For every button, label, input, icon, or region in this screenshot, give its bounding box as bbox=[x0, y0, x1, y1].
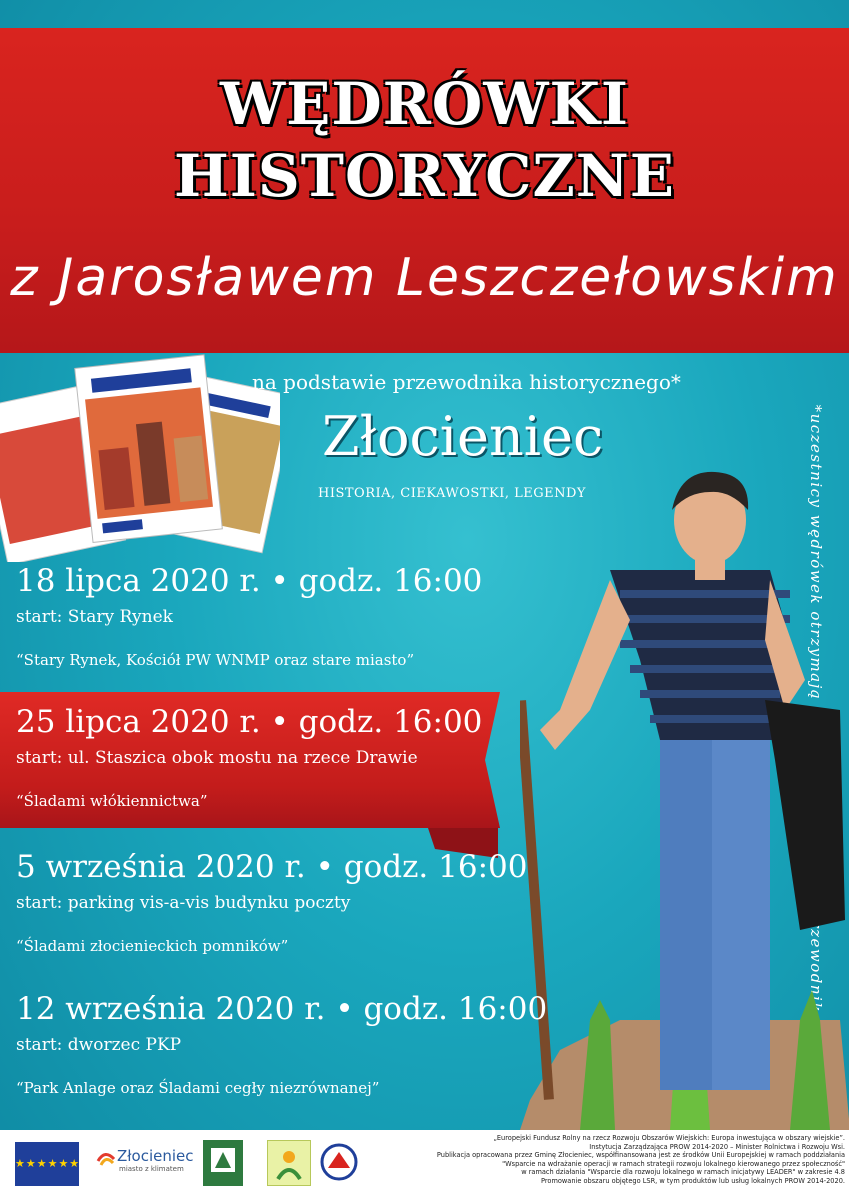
event-theme: “Śladami złocienieckich pomników” bbox=[16, 937, 289, 955]
title-line-1: WĘDRÓWKI bbox=[219, 70, 630, 138]
event-1 bbox=[16, 563, 482, 669]
event-date: 5 września 2020 r. • godz. 16:00 bbox=[16, 849, 528, 885]
funding-line: „Europejski Fundusz Rolny na rzecz Rozwoju Obszarów Wiejskich: Europa inwestująca w obszary wiejskie”. bbox=[493, 1134, 845, 1142]
event-date: 25 lipca 2020 r. • godz. 16:00 bbox=[16, 704, 483, 740]
leader-logo-icon bbox=[203, 1140, 243, 1186]
funding-notice bbox=[395, 1134, 845, 1186]
event-start: start: dworzec PKP bbox=[16, 1035, 182, 1055]
event-start: start: parking vis-a-vis budynku poczty bbox=[16, 893, 351, 913]
prow-logo bbox=[318, 1140, 360, 1184]
funding-line: Instytucja Zarządzająca PROW 2014-2020 – Minister Rolnictwa i Rozwoju Wsi. bbox=[589, 1142, 845, 1151]
guidebooks-image bbox=[0, 352, 280, 562]
prow-logo-icon bbox=[318, 1140, 360, 1184]
event-theme: “Stary Rynek, Kościół PW WNMP oraz stare miasto” bbox=[16, 651, 415, 669]
funding-line: Publikacja opracowana przez Gminę Złocieniec, współfinansowana jest ze środków Unii Europejskiej w ramach poddziałania bbox=[436, 1151, 845, 1160]
guide-intro: na podstawie przewodnika historycznego* bbox=[252, 370, 681, 394]
funding-line: Promowanie obszaru objętego LSR, w tym produktów lub usług lokalnych PROW 2014-2020. bbox=[541, 1176, 845, 1185]
eu-flag-logo bbox=[15, 1142, 79, 1186]
lgd-logo-icon bbox=[268, 1141, 310, 1185]
event-2 bbox=[16, 704, 482, 810]
title-line-2: HISTORYCZNE bbox=[173, 142, 676, 210]
town-logo-tag: miasto z klimatem bbox=[119, 1165, 184, 1173]
funding-line: w ramach działania "Wsparcie dla rozwoju lokalnego w ramach inicjatywy LEADER" w zakresie 4.8 bbox=[521, 1168, 845, 1177]
funding-line: "Wsparcie na wdrażanie operacji w ramach strategii rozwoju lokalnego kierowanego przez społeczność" bbox=[502, 1159, 845, 1168]
guide-subtitle: HISTORIA, CIEKAWOSTKI, LEGENDY bbox=[318, 486, 586, 501]
town-logo-icon bbox=[95, 1147, 117, 1167]
event-3 bbox=[16, 849, 527, 955]
event-start: start: ul. Staszica obok mostu na rzece Drawie bbox=[16, 748, 418, 768]
event-start: start: Stary Rynek bbox=[16, 607, 173, 627]
town-logo bbox=[95, 1147, 194, 1173]
event-theme: “Śladami włókiennictwa” bbox=[16, 792, 208, 810]
event-date: 18 lipca 2020 r. • godz. 16:00 bbox=[16, 563, 483, 599]
event-4 bbox=[16, 991, 547, 1097]
subtitle-guide-name: z Jarosławem Leszczełowskim bbox=[10, 248, 839, 308]
leader-logo bbox=[203, 1140, 243, 1186]
town-logo-name: Złocieniec bbox=[117, 1147, 194, 1165]
guide-person-photo bbox=[520, 460, 849, 1130]
event-theme: “Park Anlage oraz Śladami cegły niezrównanej” bbox=[16, 1079, 380, 1097]
event-date: 12 września 2020 r. • godz. 16:00 bbox=[16, 991, 548, 1027]
eu-stars-icon: ★★★★★★ bbox=[15, 1157, 81, 1170]
guide-title: Złocieniec bbox=[322, 405, 604, 468]
lgd-logo bbox=[267, 1140, 311, 1186]
